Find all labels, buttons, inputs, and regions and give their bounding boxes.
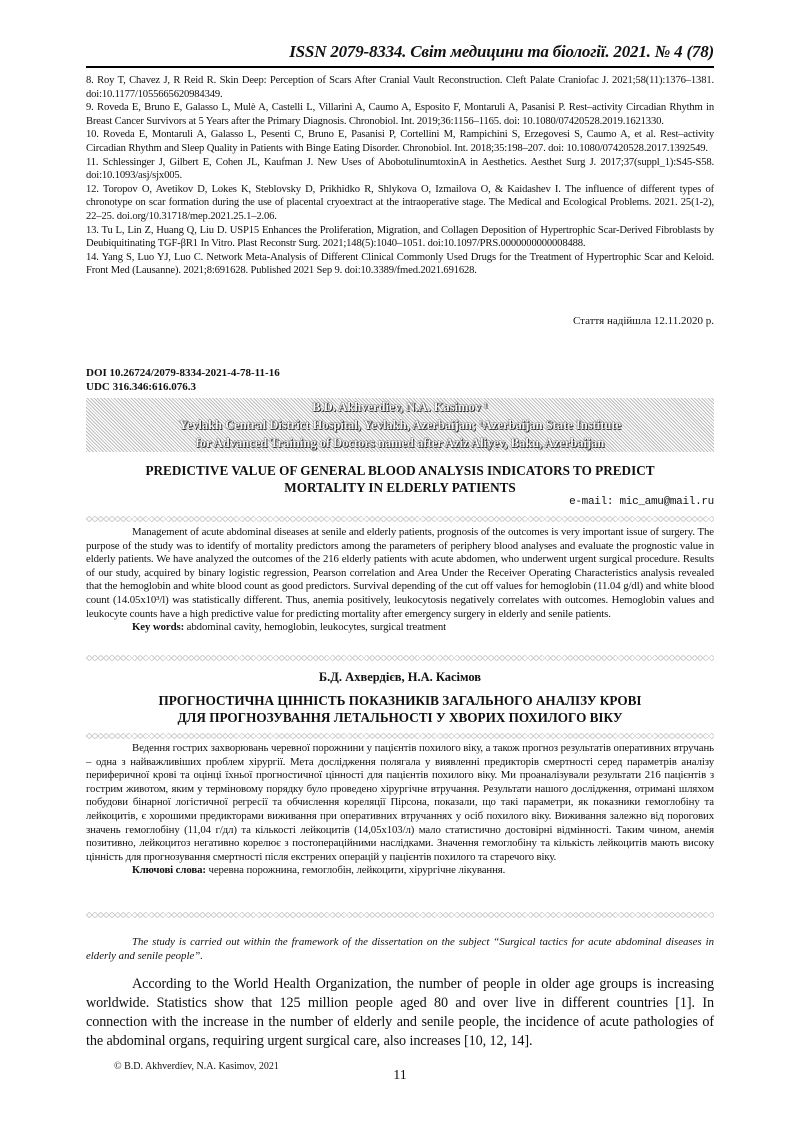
keywords-ua [86, 864, 714, 878]
journal-header: ISSN 2079-8334. Світ медицини та біології. 2021. № 4 (78) [289, 42, 714, 61]
reference-item: 10. Roveda E, Montaruli A, Galasso L, Pesenti C, Bruno E, Pasanisi P, Cortellini M, Rampichini S, Erzegovesi S, Caumo A, et al. Rest–activity Circadian Rhythm and Sleep Quality in Patients with Binge Eating Disorder. Chronobiol. Int. 2018;35:198–207. doi: 10.1080/07420528.2017.1392549. [86, 129, 714, 154]
received-date: Стаття надійшла 12.11.2020 р. [572, 315, 714, 327]
reference-item: 12. Toropov O, Avetikov D, Lokes K, Steblovsky D, Prikhidko R, Shlykova O, Izmailova O, & Kaidashev I. The influence of different types of chronotype on scar formation during the use of placental cryoextract at the intraoperative stage. The Medical and Ecological Problems. 2021. 25(1-2), 22–25. doi.org/10.31718/mep.2021.25.1–2.06. [86, 183, 714, 222]
affiliation-line: Yevlakh Central District Hospital, Yevlakh, Azerbaijan; ¹Azerbaijan State Institute [178, 418, 622, 432]
article-title-ua [86, 692, 714, 726]
udc-label: UDC 316.346:616.076.3 [86, 381, 196, 393]
abstract-ua [86, 742, 714, 878]
title-line: MORTALITY IN ELDERLY PATIENTS [284, 480, 516, 495]
doi-label: DOI 10.26724/2079-8334-2021-4-78-11-16 [86, 367, 280, 379]
reference-list [86, 74, 714, 278]
abstract-text: Ведення гострих захворювань черевної порожнини у пацієнтів похилого віку, а також прогноз результатів оперативних втручань – одна з найважливіших проблем хірургії. Мета дослідження полягала у виявленні предикторів смертності серед параметрів аналізу периферичної крові та оцінці їхньої прогностичної цінності для пацієнтів похилого віку. Ми проаналізували результати 216 пацієнтів з гострим животом, яким у терміновому порядку було проведено хірургічне втручання. Результати нашого дослідження, отримані шляхом побудови бінарної логістичної регресії та обчислення кореляції Пірсона, показали, що такі параметри, як показники гемоглобіну та лейкоцитів, є хорошими предикторами виживання при оперативних втручаннях у осіб похилого віку. Виживання залежно від порогових значень гемоглобіну (11,04 г/дл) та кількості лейкоцитів (14,05х103/л) мало статистично достовірні відмінності. Таким чином, анемія позитивно, лейкоцитоз негативно корелює з постопераційними наслідками. Значення гемоглобіну та кількість лейкоцитів мають високу цінність для прогнозування смертності після екстрених операцій у пацієнтів похилого та старечого віку. [86, 742, 714, 863]
keywords-label: Key words: [132, 621, 185, 634]
wavy-divider [86, 655, 714, 661]
title-line: ПРОГНОСТИЧНА ЦІННІСТЬ ПОКАЗНИКІВ ЗАГАЛЬНОГО АНАЛІЗУ КРОВІ [158, 693, 642, 708]
contact-email: e-mail: mic_amu@mail.ru [569, 496, 714, 508]
reference-item: 11. Schlessinger J, Gilbert E, Cohen JL, Kaufman J. New Uses of AbobotulinumtoxinA in Aesthetics. Aesthet Surg J. 2017;37(suppl_1):S45-S58. doi:10.1093/asj/sjx005. [86, 156, 714, 182]
intro-section [86, 975, 714, 1051]
reference-item: 9. Roveda E, Bruno E, Galasso L, Mulè A, Castelli L, Villarini A, Caumo A, Esposito F, Montaruli A, Pasanisi P. Rest–activity Circadian Rhythm in Breast Cancer Survivors at 5 Years after the Primary Diagnosis. Chronobiol. Int. 2019;36:1156–1165. doi: 10.1080/07420528.2019.1621330. [86, 102, 714, 127]
keywords-value: abdominal cavity, hemoglobin, leukocytes, surgical treatment [184, 621, 447, 634]
affiliation-line: for Advanced Training of Doctors named after Aziz Aliyev, Baku, Azerbaijan [195, 436, 605, 450]
wavy-divider [86, 912, 714, 918]
keywords-label: Ключові слова: [132, 864, 206, 877]
reference-item: 8. Roy T, Chavez J, R Reid R. Skin Deep: Perception of Scars After Cranial Vault Reconstruction. Cleft Palate Craniofac J. 2021;58(11):1376–1381. doi:10.1177/1055665620984349. [86, 75, 714, 100]
page-number: 11 [393, 1068, 407, 1083]
title-line: ДЛЯ ПРОГНОЗУВАННЯ ЛЕТАЛЬНОСТІ У ХВОРИХ ПОХИЛОГО ВІКУ [177, 710, 623, 725]
abstract-text: Management of acute abdominal diseases at senile and elderly patients, prognosis of the outcomes is very important issue of surgery. The purpose of the study was to identify of mortality predictors among the parameters of periphery blood analyses and evaluate the prognostic value in elderly patients. We have analyzed the outcomes of the 216 elderly patients with acute abdomen, who underwent urgent surgical procedure. Results of our study, acquired by binary logistic regression, Pearson correlation and Area Under the Receiver Operating Characteristics analysis revealed that the hemoglobin and white blood count as good predictors. Survival depending of the cut off values for hemoglobin (11.04 g/dl) and white blood count (14.05x10³/l) was statistically different. Thus, anemia positively, leukocytosis negatively correlates with outcomes. Hemoglobin values and leukocyte counts have a high predictive value for predicting mortality after emergency surgery in elderly and senile patients. [86, 526, 714, 620]
authors-affiliation-box [86, 398, 714, 452]
keywords-value: черевна порожнина, гемоглобін, лейкоцити, хірургічне лікування. [205, 864, 506, 877]
header-divider [86, 66, 714, 68]
reference-item: 13. Tu L, Lin Z, Huang Q, Liu D. USP15 Enhances the Proliferation, Migration, and Collagen Deposition of Hypertrophic Scar-Derived Fibroblasts by Deubiquitinating TGF-βR1 In Vitro. Plast Reconstr Surg. 2021;148(5):1040–1051. doi:10.1097/PRS.0000000000008488. [86, 224, 714, 250]
title-line: PREDICTIVE VALUE OF GENERAL BLOOD ANALYSIS INDICATORS TO PREDICT [145, 463, 655, 478]
authors: B.D. Akhverdiev, N.A. Kasimov ¹ [312, 400, 488, 414]
keywords-en [86, 621, 714, 635]
intro-paragraph: According to the World Health Organization, the number of people in older age groups is increasing worldwide. Statistics show that 125 million people aged 80 and over live in different countries [1]. In connection with the increase in the number of elderly and senile people, the incidence of acute pathologies of the abdominal organs, requiring urgent surgical care, also increases [10, 12, 14]. [86, 976, 714, 1049]
authors-ua: Б.Д. Ахвердієв, Н.А. Касімов [318, 670, 482, 684]
abstract-en [86, 526, 714, 635]
reference-item: 14. Yang S, Luo YJ, Luo C. Network Meta-Analysis of Different Clinical Commonly Used Drugs for the Treatment of Hypertrophic Scar and Keloid. Front Med (Lausanne). 2021;8:691628. Published 2021 Sep 9. doi:10.3389/fmed.2021.691628. [86, 251, 714, 277]
dissertation-note [86, 935, 714, 963]
wavy-divider [86, 733, 714, 739]
copyright: © B.D. Akhverdiev, N.A. Kasimov, 2021 [114, 1061, 279, 1072]
wavy-divider [86, 516, 714, 522]
article-title-en [86, 462, 714, 496]
note-text: The study is carried out within the framework of the dissertation on the subject “Surgical tactics for acute abdominal diseases in elderly and senile people”. [86, 936, 714, 962]
article-identifiers [86, 366, 280, 394]
